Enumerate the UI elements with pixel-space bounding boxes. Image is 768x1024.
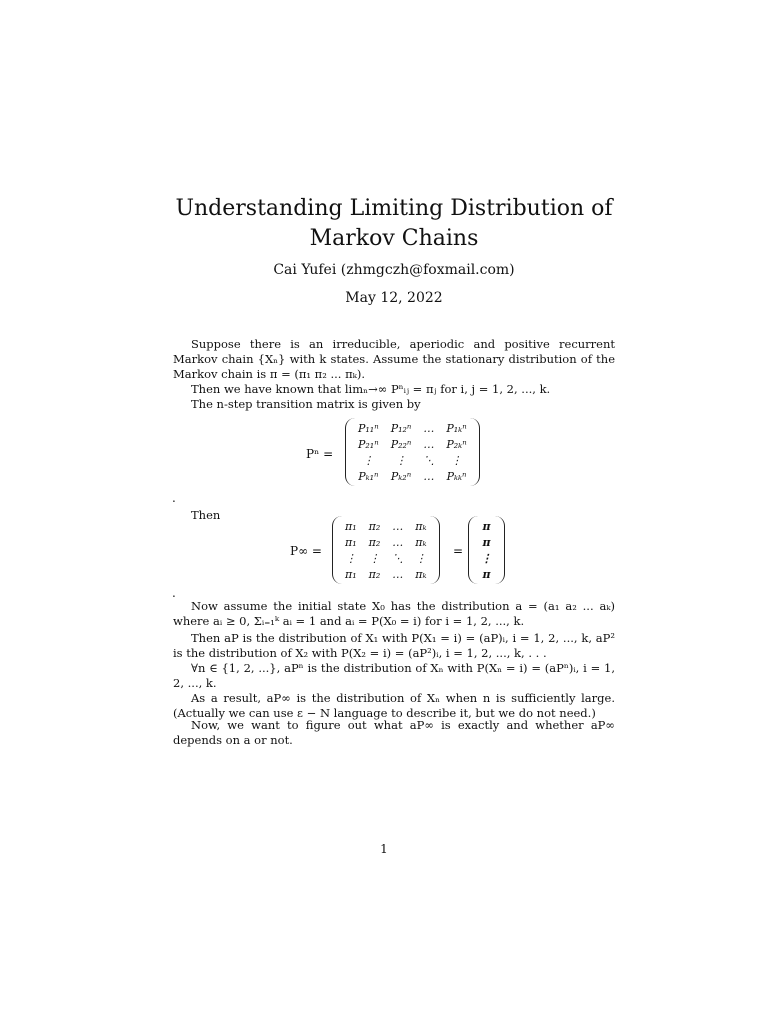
vector-table (475, 518, 498, 582)
matrix-1-cell: Pₖₖⁿ (446, 469, 467, 483)
matrix-1-table (352, 420, 473, 484)
matrix-1-cell: ⋱ (423, 453, 435, 467)
matrix-2-row (339, 550, 433, 566)
matrix-2-cell: π₂ (368, 519, 381, 533)
matrix-1-cell: ⋮ (395, 453, 407, 467)
pi-column-vector (468, 516, 505, 584)
matrix-1-cell: … (423, 469, 435, 483)
paragraph-4: Then (191, 508, 221, 522)
matrix-2-cell: πₖ (415, 519, 427, 533)
matrix-2-cell: … (392, 535, 404, 549)
matrix-1-cell: P₁₁ⁿ (358, 421, 379, 435)
limit-matrix-pinf (332, 516, 440, 584)
matrix-2-cell: … (392, 567, 404, 581)
matrix-1-cell: ⋮ (451, 453, 463, 467)
matrix-2-cell: ⋱ (392, 551, 404, 565)
matrix-2-row (339, 518, 433, 534)
equation-2-equals: = (453, 544, 464, 558)
vector-cell: π (482, 519, 491, 533)
matrix-1-cell: P₂ₖⁿ (446, 437, 467, 451)
matrix-2-cell: πₖ (415, 535, 427, 549)
matrix-1-cell: P₂₁ⁿ (358, 437, 379, 451)
vector-row (475, 566, 498, 582)
vector-row (475, 518, 498, 534)
matrix-2-cell: π₁ (345, 567, 357, 581)
matrix-2-cell: ⋮ (368, 551, 380, 565)
vector-cell: ⋮ (481, 551, 492, 565)
matrix-2-row (339, 566, 433, 582)
equation-1-lhs: Pⁿ = (306, 447, 334, 461)
matrix-1-cell: Pₖ₂ⁿ (390, 469, 412, 483)
paper-title: Understanding Limiting Distribution of Markov Chains (175, 196, 613, 251)
paragraph-6: Then aP is the distribution of X₁ with P(X₁ = i) = (aP)ᵢ, i = 1, 2, ..., k, aP² is the distribution of X₂ with P(X₂ = i) = (aP²)ᵢ, i = 1, 2, ..., k, . . . (173, 631, 615, 660)
matrix-2-cell: … (392, 519, 404, 533)
matrix-2-cell: πₖ (415, 567, 427, 581)
author-line: Cai Yufei (zhmgczh@foxmail.com) (273, 262, 515, 278)
matrix-1-row (352, 452, 473, 468)
matrix-1-row (352, 420, 473, 436)
transition-matrix-pn (345, 418, 480, 486)
matrix-1-cell: ⋮ (362, 453, 374, 467)
paragraph-3: The n-step transition matrix is given by (191, 397, 421, 411)
matrix-2-row (339, 534, 433, 550)
paragraph-2: Then we have known that limₙ→∞ Pⁿᵢⱼ = πⱼ for i, j = 1, 2, ..., k. (191, 382, 551, 396)
vector-cell: π (482, 567, 491, 581)
equation-2-period: . (172, 586, 176, 600)
matrix-2-cell: π₁ (345, 535, 357, 549)
matrix-2-cell: ⋮ (415, 551, 427, 565)
matrix-1-cell: P₁ₖⁿ (446, 421, 467, 435)
vector-row (475, 534, 498, 550)
matrix-2-cell: π₁ (345, 519, 357, 533)
page-number: 1 (380, 842, 388, 856)
matrix-2-cell: π₂ (368, 535, 381, 549)
equation-2-lhs: P∞ = (290, 544, 322, 558)
matrix-1-cell: … (423, 437, 435, 451)
matrix-2-cell: π₂ (368, 567, 381, 581)
matrix-2-cell: ⋮ (345, 551, 357, 565)
paragraph-1: Suppose there is an irreducible, aperiodic and positive recurrent Markov chain {Xₙ} with k states. Assume the stationary distribution of the Markov chain is π = (π₁ π₂ ... πₖ). (173, 337, 615, 381)
vector-cell: π (482, 535, 491, 549)
matrix-1-cell: Pₖ₁ⁿ (358, 469, 379, 483)
vector-row (475, 550, 498, 566)
paragraph-7: ∀n ∈ {1, 2, ...}, aPⁿ is the distribution of Xₙ with P(Xₙ = i) = (aPⁿ)ᵢ, i = 1, 2, ..., k. (173, 661, 615, 690)
matrix-1-cell: P₂₂ⁿ (390, 437, 412, 451)
paragraph-9: Now, we want to figure out what aP∞ is exactly and whether aP∞ depends on a or not. (173, 718, 615, 747)
matrix-2-table (339, 518, 433, 582)
equation-1-period: . (172, 491, 176, 505)
matrix-1-row (352, 468, 473, 484)
matrix-1-row (352, 436, 473, 452)
date-line: May 12, 2022 (345, 290, 443, 306)
paragraph-5: Now assume the initial state X₀ has the distribution a = (a₁ a₂ ... aₖ) where aᵢ ≥ 0, Σᵢ₌₁ᵏ aᵢ = 1 and aᵢ = P(X₀ = i) for i = 1, 2, ..., k. (173, 599, 615, 628)
matrix-1-cell: … (423, 421, 435, 435)
paragraph-8: As a result, aP∞ is the distribution of Xₙ when n is sufficiently large. (Actually we can use ε − N language to describe it, but we do not need.) (173, 691, 615, 720)
matrix-1-cell: P₁₂ⁿ (390, 421, 412, 435)
